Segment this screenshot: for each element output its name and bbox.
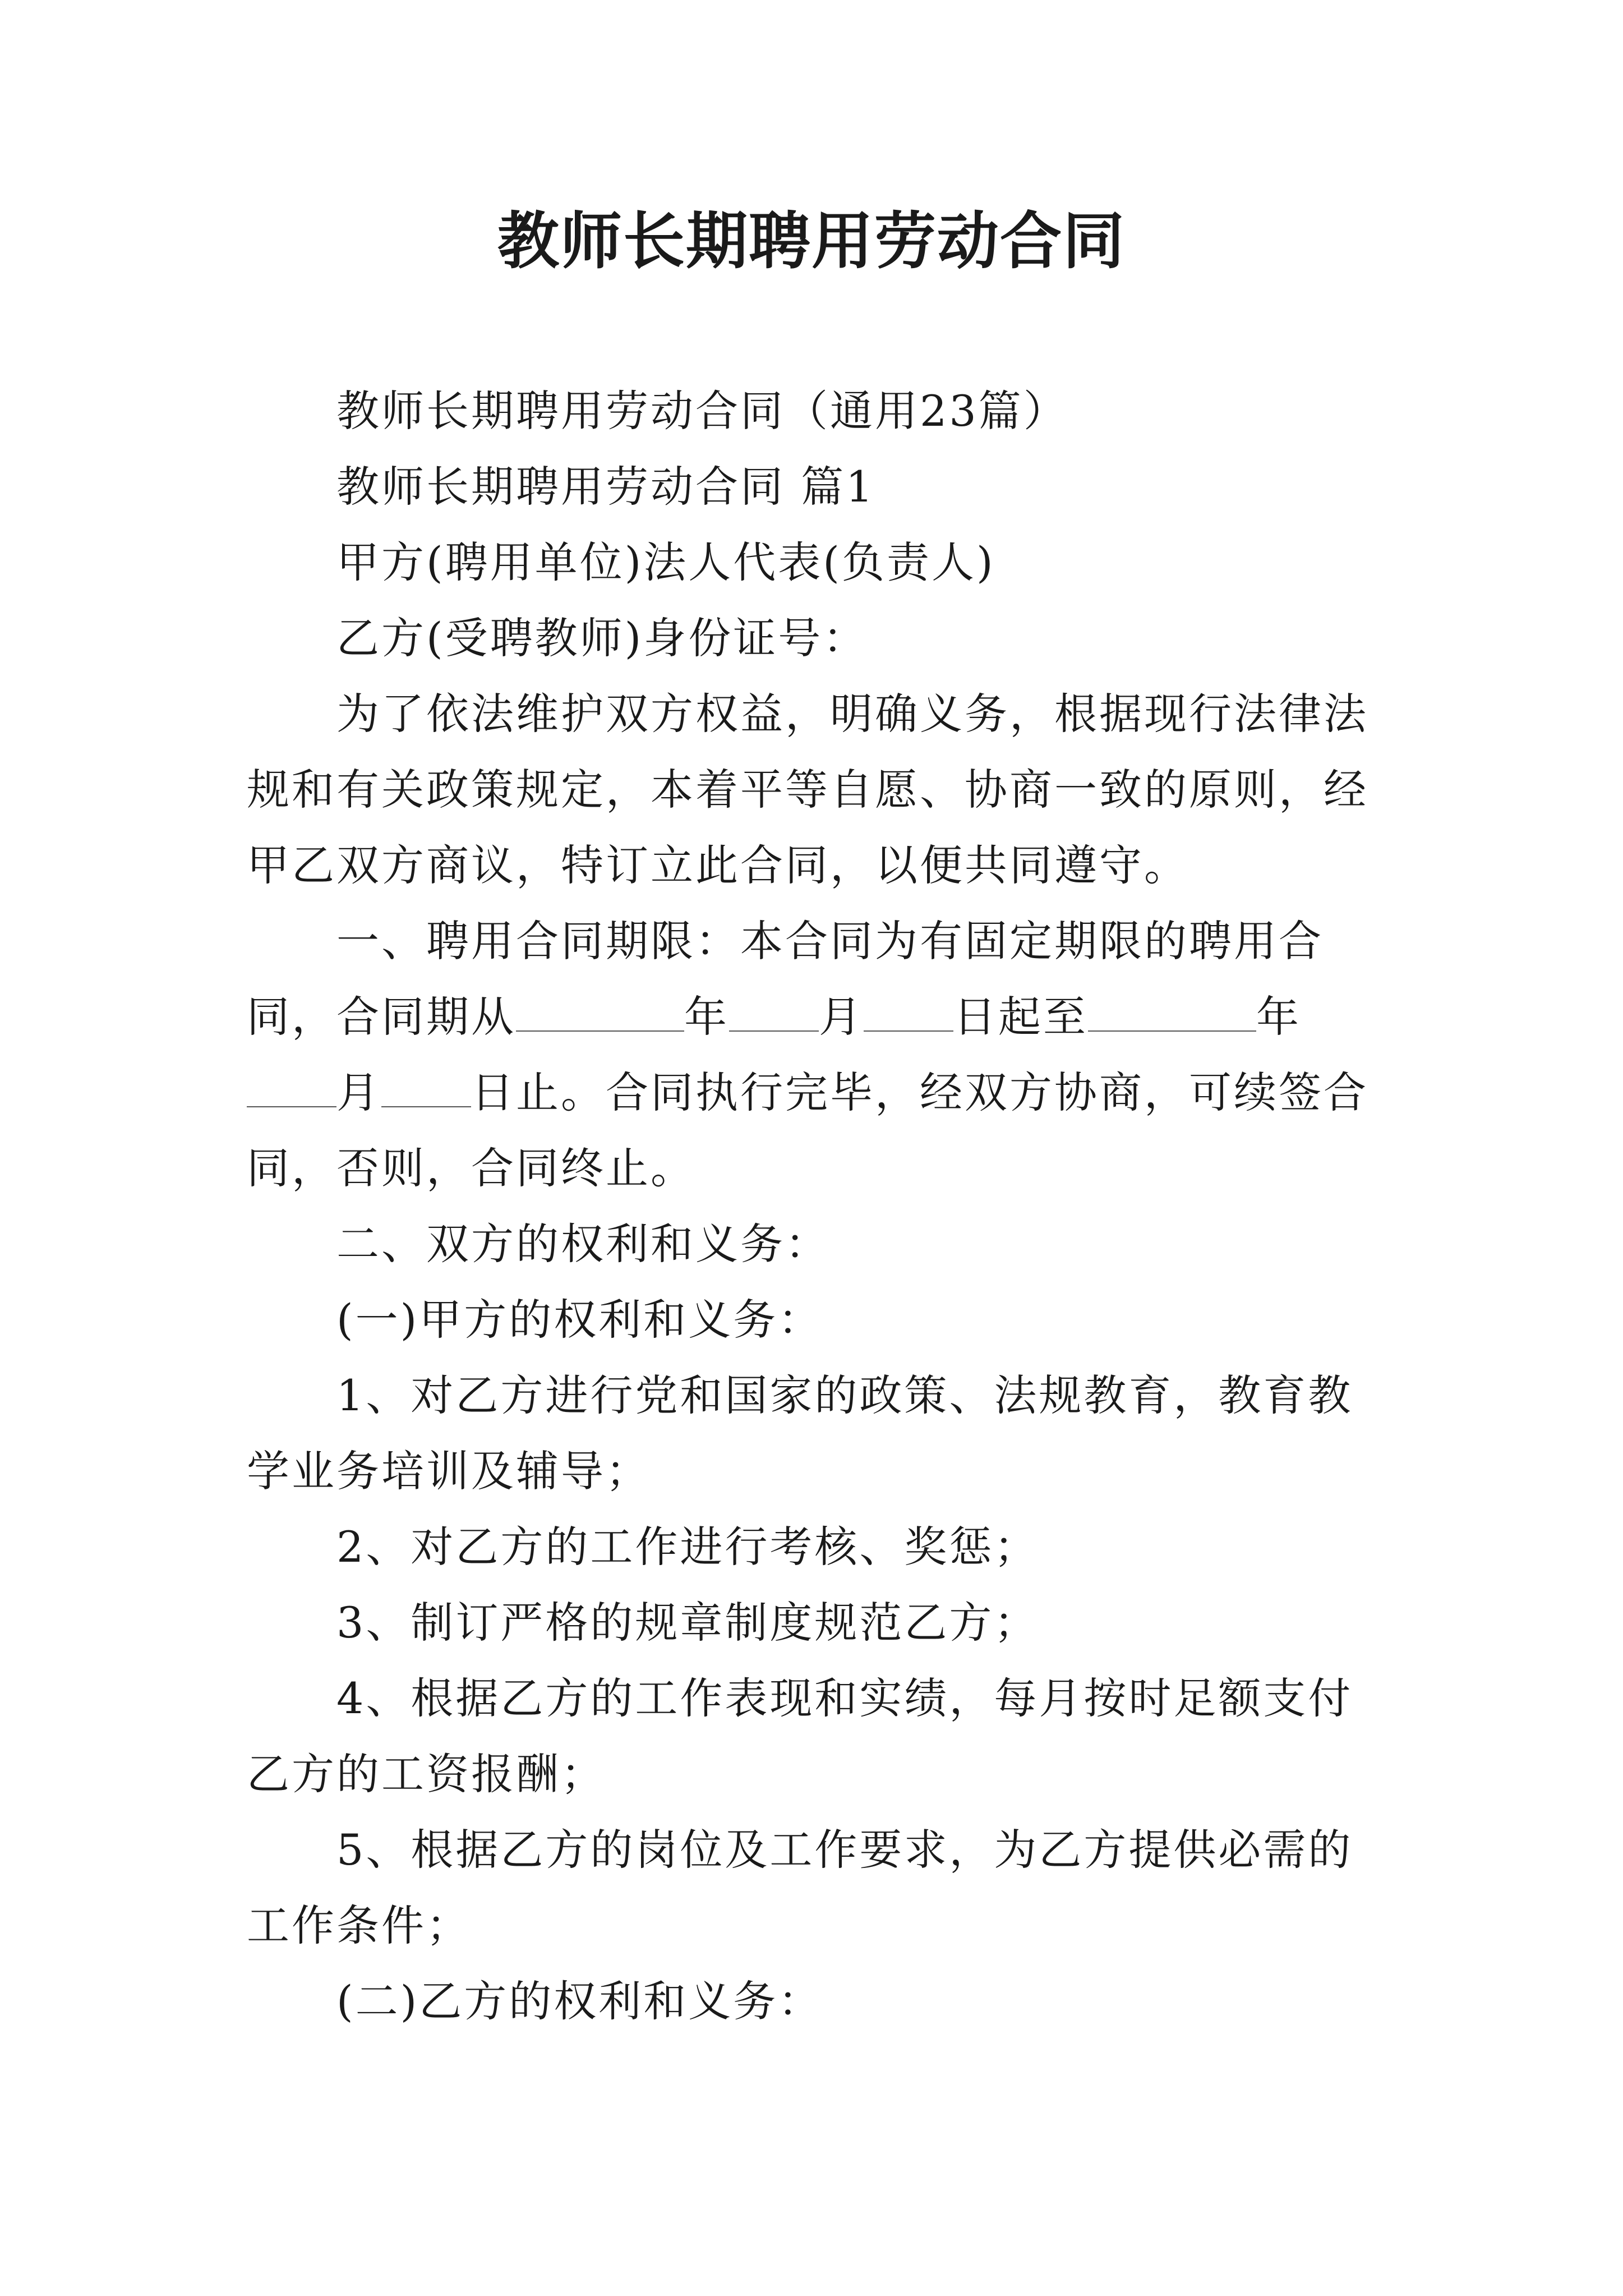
term-clause-text: 月	[819, 992, 864, 1042]
term-clause-text: 年	[1256, 992, 1301, 1042]
start-day-blank	[864, 991, 953, 1032]
list-item: 3、制订严格的规章制度规范乙方；	[336, 1598, 1039, 1648]
document-title: 教师长期聘用劳动合同	[497, 205, 1126, 277]
end-day-blank	[381, 1067, 471, 1107]
term-clause-text: 年	[684, 992, 729, 1042]
rights-heading: 二、双方的权利和义务：	[336, 1219, 830, 1269]
term-clause-text: 一、聘用合同期限：本合同为有固定期限的聘用合同，合同期从	[247, 916, 1324, 1042]
list-item: 5、根据乙方的岗位及工作要求，为乙方提供必需的工作条件；	[247, 1825, 1353, 1950]
part-heading: 教师长期聘用劳动合同 篇1	[336, 462, 875, 512]
preamble-paragraph: 为了依法维护双方权益，明确义务，根据现行法律法规和有关政策规定，本着平等自愿、协商一致的原则，经甲乙双方商议，特订立此合同，以便共同遵守。	[247, 689, 1368, 890]
party-b-rights-heading: (二)乙方的权利和义务：	[336, 1976, 823, 2026]
party-b-line: 乙方(受聘教师)身份证号：	[336, 613, 868, 663]
list-item: 2、对乙方的工作进行考核、奖惩；	[336, 1522, 1039, 1572]
term-clause-text: 月	[336, 1068, 381, 1117]
party-a-rights-heading: (一)甲方的权利和义务：	[336, 1295, 823, 1345]
list-item: 4、根据乙方的工作表现和实绩，每月按时足额支付乙方的工资报酬；	[247, 1673, 1353, 1799]
term-clause-text: 日止。合同执行完毕，经双方协商，可续签合同，否则，合同终止。	[247, 1068, 1368, 1193]
list-item: 1、对乙方进行党和国家的政策、法规教育，教育教学业务培训及辅导；	[247, 1370, 1353, 1496]
term-clause-text: 日起至	[953, 992, 1088, 1042]
start-year-blank	[516, 991, 684, 1032]
end-month-blank	[247, 1067, 336, 1107]
party-a-line: 甲方(聘用单位)法人代表(负责人)	[336, 537, 995, 587]
start-month-blank	[729, 991, 819, 1032]
term-clause-paragraph	[247, 903, 1388, 1206]
document-body	[247, 373, 1388, 2039]
end-year-blank	[1088, 991, 1256, 1032]
document-subtitle: 教师长期聘用劳动合同（通用23篇）	[336, 386, 1068, 436]
